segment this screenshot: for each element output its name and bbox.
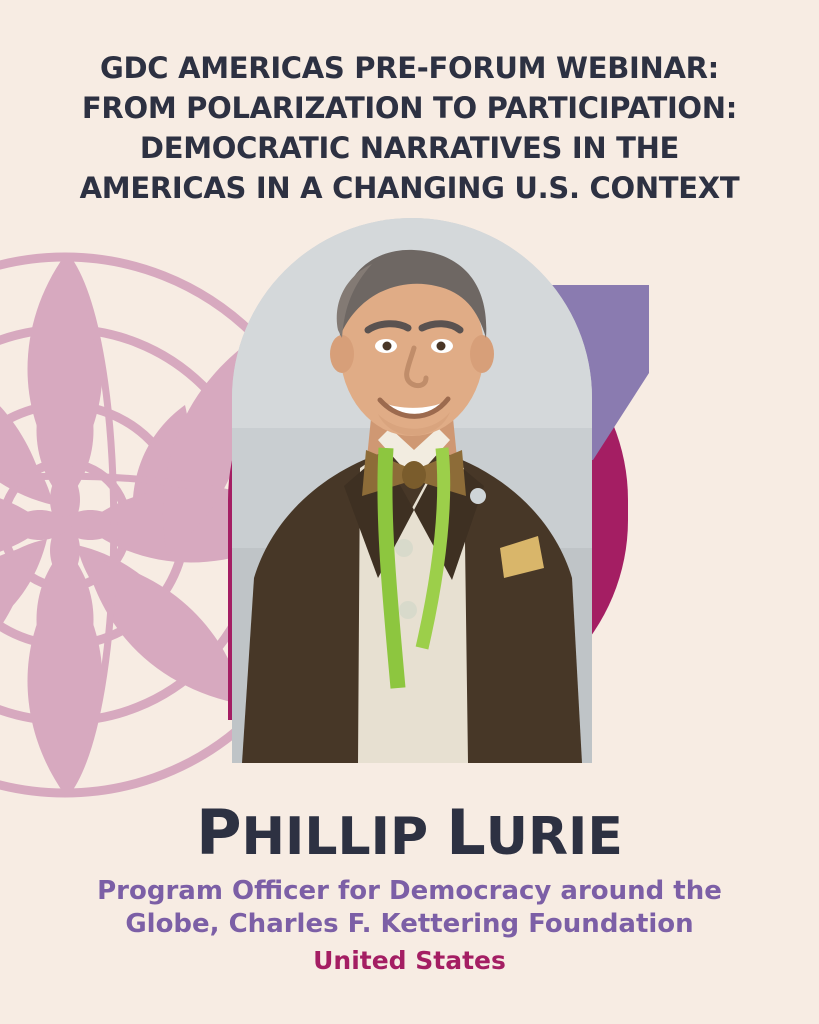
- poster-title: [0, 48, 819, 208]
- speaker-name-initial-last: L: [446, 796, 486, 869]
- speaker-name: [0, 796, 819, 869]
- speaker-role: Program Officer for Democracy around the Globe, Charles F. Kettering Foundation: [97, 876, 722, 939]
- title-line-3: DEMOCRATIC NARRATIVES IN THE: [139, 131, 680, 165]
- title-line-2: FROM POLARIZATION TO PARTICIPATION:: [81, 91, 738, 125]
- speaker-info: [0, 796, 819, 976]
- speaker-portrait: [232, 218, 592, 763]
- title-line-1: GDC AMERICAS PRE-FORUM WEBINAR:: [100, 51, 719, 85]
- speaker-name-last-rest: URIE: [485, 807, 623, 867]
- speaker-name-initial-first: P: [196, 796, 242, 869]
- speaker-name-first-rest: HILLIP: [241, 807, 429, 867]
- title-line-4: AMERICAS IN A CHANGING U.S. CONTEXT: [79, 171, 740, 205]
- speaker-country: United States: [313, 946, 506, 975]
